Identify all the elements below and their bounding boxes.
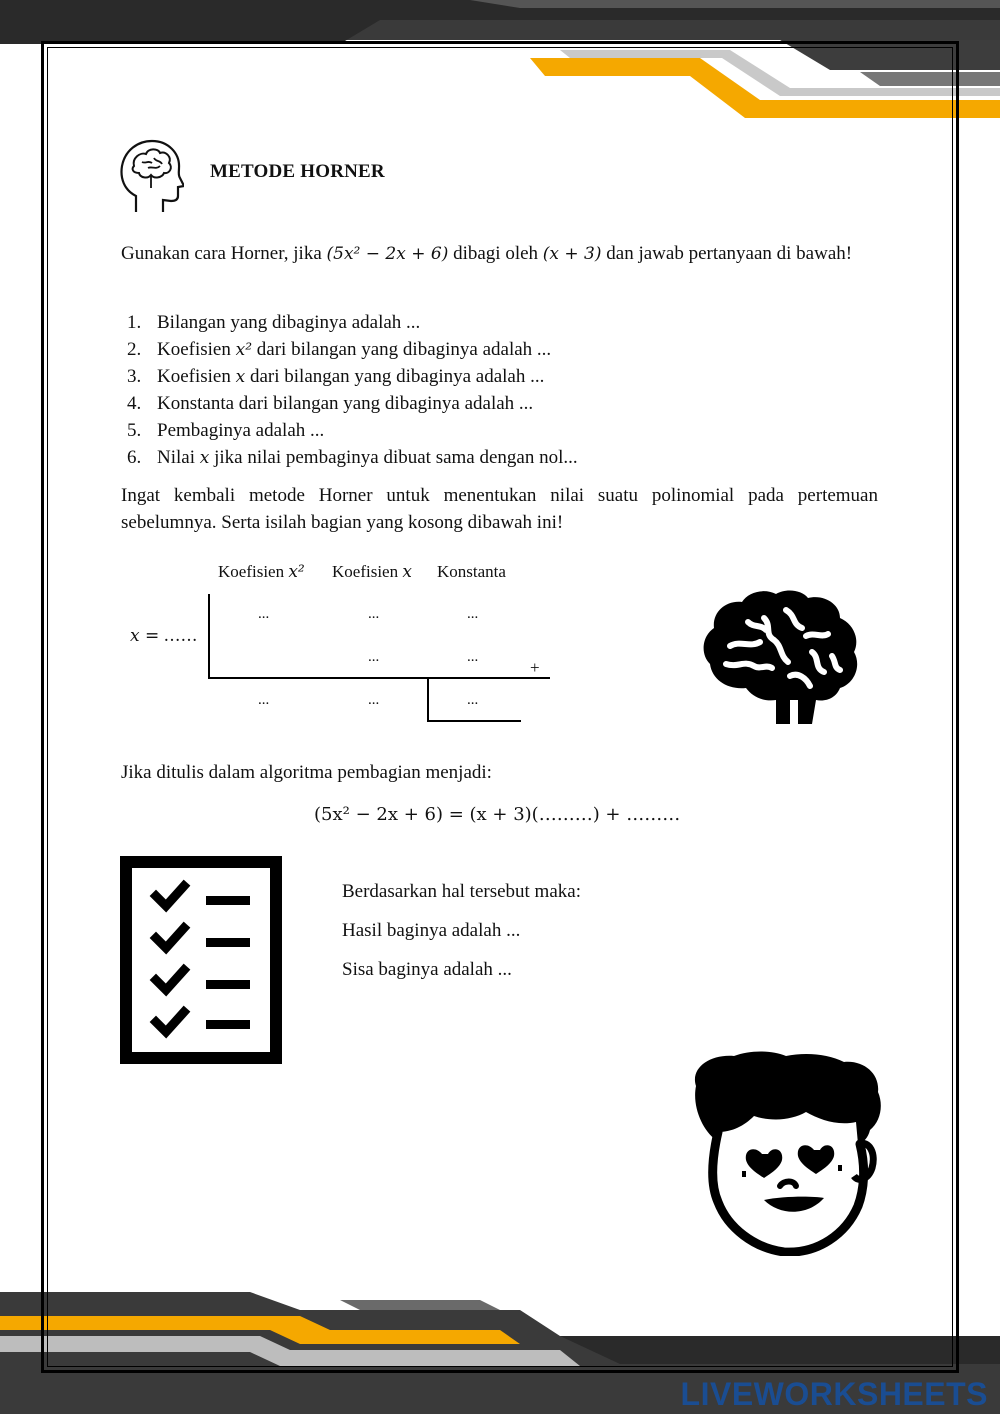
plus-sign: + xyxy=(530,658,540,677)
header-coef-x2: Koefisien x² xyxy=(218,562,305,582)
result-coef1-blank: ... xyxy=(368,692,380,708)
question-list xyxy=(121,309,578,471)
head-brain-icon xyxy=(118,138,184,214)
list-item: 3. Koefisien x dari bilangan yang dibaginya adalah ... xyxy=(127,366,545,387)
horner-vertical-line xyxy=(208,594,210,678)
row2-coef1-blank: ... xyxy=(368,649,380,665)
header-coef-x: Koefisien x xyxy=(332,562,412,582)
row1-const-blank: ... xyxy=(467,606,479,622)
intro-before: Gunakan cara Horner, jika xyxy=(121,243,322,264)
result-remainder-blank: ... xyxy=(467,692,479,708)
intro-after: dan jawab pertanyaan di bawah! xyxy=(606,243,853,264)
watermark: LIVEWORKSHEETS xyxy=(680,1376,988,1412)
remainder-box-bottom xyxy=(427,720,521,722)
checklist-icon xyxy=(120,856,282,1064)
conclusion-lead: Berdasarkan hal tersebut maka: xyxy=(342,881,581,902)
row2-const-blank: ... xyxy=(467,649,479,665)
division-equation: (5x² − 2x + 6) = (x + 3)(………) + ……… xyxy=(314,804,681,825)
dividend-expression: (5x² − 2x + 6) xyxy=(326,244,449,264)
face-heart-eyes-icon xyxy=(688,1050,888,1256)
algorithm-intro: Jika ditulis dalam algoritma pembagian menjadi: xyxy=(121,762,492,783)
quotient-line: Hasil baginya adalah ... xyxy=(342,920,521,941)
result-coef2-blank: ... xyxy=(258,692,270,708)
list-item: 6. Nilai x jika nilai pembaginya dibuat sama dengan nol... xyxy=(127,447,578,468)
row1-coef1-blank: ... xyxy=(368,606,380,622)
reminder-paragraph: Ingat kembali metode Horner untuk menentukan nilai suatu polinomial pada pertemuan sebelumnya. Serta isilah bagian yang kosong dibawah ini! xyxy=(121,485,878,533)
remainder-line: Sisa baginya adalah ... xyxy=(342,959,512,980)
brain-icon xyxy=(702,590,860,724)
remainder-box-left xyxy=(427,677,429,721)
list-item: 2. Koefisien x² dari bilangan yang dibaginya adalah ... xyxy=(127,339,552,360)
list-item: 5. Pembaginya adalah ... xyxy=(127,420,325,441)
list-item: 1. Bilangan yang dibaginya adalah ... xyxy=(127,312,421,333)
divisor-expression: (x + 3) xyxy=(542,244,602,264)
x-value-label: x = …… xyxy=(130,626,198,646)
list-item: 4. Konstanta dari bilangan yang dibaginya adalah ... xyxy=(127,393,534,414)
row1-coef2-blank: ... xyxy=(258,606,270,622)
page-title: METODE HORNER xyxy=(210,161,385,182)
header-constant: Konstanta xyxy=(437,562,506,581)
intro-paragraph xyxy=(121,240,878,268)
horner-horizontal-line xyxy=(208,677,550,679)
intro-middle: dibagi oleh xyxy=(453,243,539,264)
